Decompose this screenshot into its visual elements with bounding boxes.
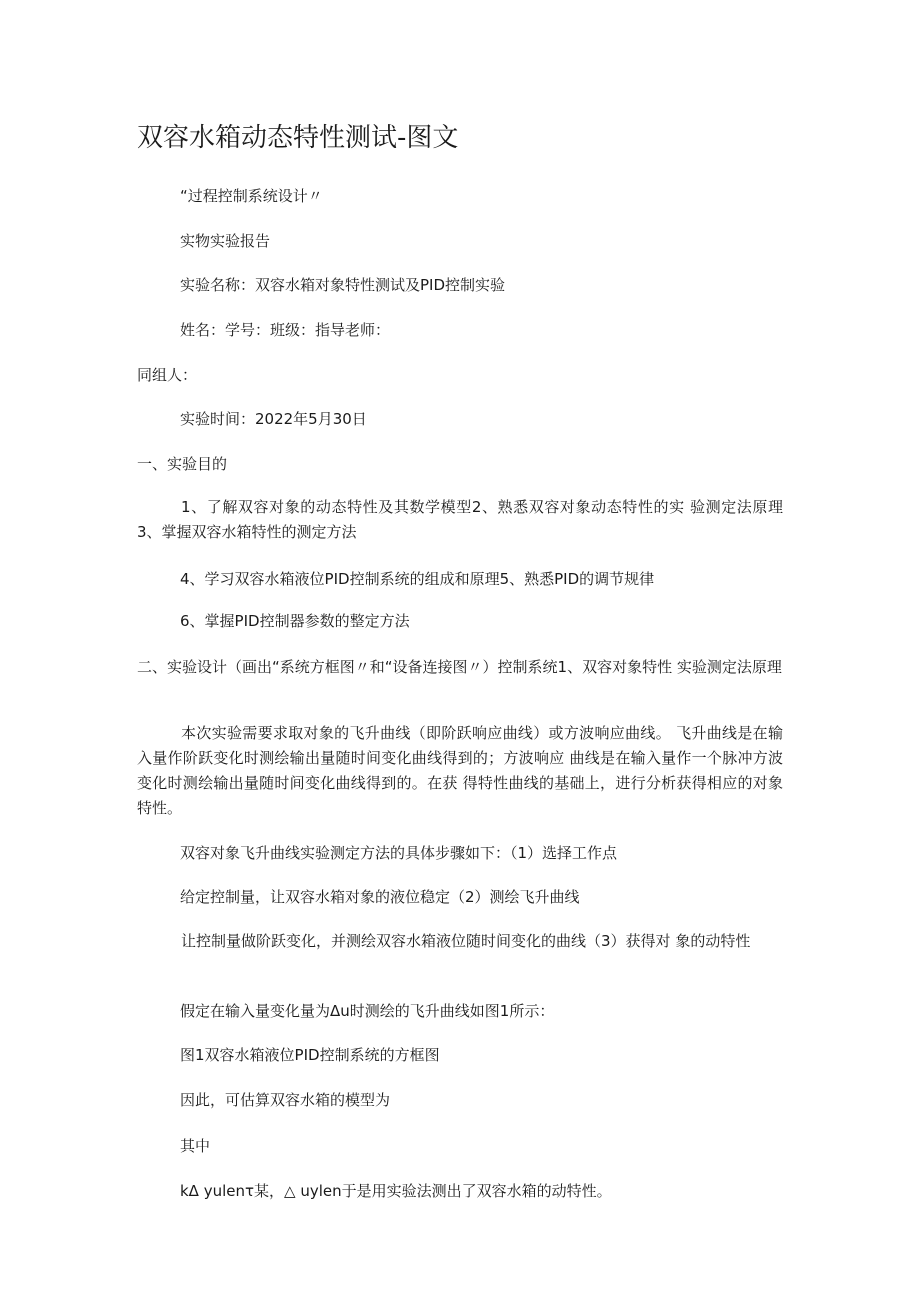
step-2-3: 让控制量做阶跃变化，并测绘双容水箱液位随时间变化的曲线（3）获得对 象的动特性	[181, 932, 751, 950]
step-1-2: 给定控制量，让双容水箱对象的液位稳定（2）测绘飞升曲线	[180, 888, 580, 906]
course-name: “过程控制系统设计〃	[180, 187, 323, 205]
figure-caption: 图1双容水箱液位PID控制系统的方框图	[180, 1046, 440, 1064]
group-members: 同组人：	[137, 366, 198, 384]
experiment-name: 实验名称：双容水箱对象特性测试及PID控制实验	[180, 276, 506, 294]
steps-intro: 双容对象飞升曲线实验测定方法的具体步骤如下：（1）选择工作点	[180, 844, 618, 862]
personal-info: 姓名：学号：班级：指导老师：	[180, 321, 391, 339]
objectives-paragraph-1: 1、了解双容对象的动态特性及其数学模型2、熟悉双容对象动态特性的实 验测定法原理3、掌握双容水箱特性的测定方法	[137, 498, 783, 541]
report-type: 实物实验报告	[180, 232, 271, 250]
section-heading-objectives: 一、实验目的	[137, 455, 228, 473]
objectives-paragraph-2: 4、学习双容水箱液位PID控制系统的组成和原理5、熟悉PID的调节规律	[180, 570, 655, 588]
section-heading-design: 二、实验设计（画出“系统方框图〃和“设备连接图〃）控制系统1、双容对象特性 实验测定法原理	[137, 658, 782, 676]
objectives-paragraph-3: 6、掌握PID控制器参数的整定方法	[180, 612, 410, 630]
principle-paragraph: 本次实验需要求取对象的飞升曲线（即阶跃响应曲线）或方波响应曲线。 飞升曲线是在输入量作阶跃变化时测绘输出量随时间变化曲线得到的；方波响应 曲线是在输入量作一个脉冲方波变化时测绘输出量随时间变化曲线得到的。在获 得特性曲线的基础上，进行分析获得相应的对象特性。	[137, 724, 783, 817]
formula-note: kΔ yulenτ某，△ uylen于是用实验法测出了双容水箱的动特性。	[180, 1182, 612, 1200]
where-text: 其中	[180, 1137, 211, 1155]
page-title: 双容水箱动态特性测试-图文	[137, 123, 459, 153]
assumption-text: 假定在输入量变化量为Δu时测绘的飞升曲线如图1所示：	[180, 1002, 555, 1020]
experiment-time: 实验时间：2022年5月30日	[180, 410, 367, 428]
model-estimate-text: 因此，可估算双容水箱的模型为	[180, 1091, 391, 1109]
